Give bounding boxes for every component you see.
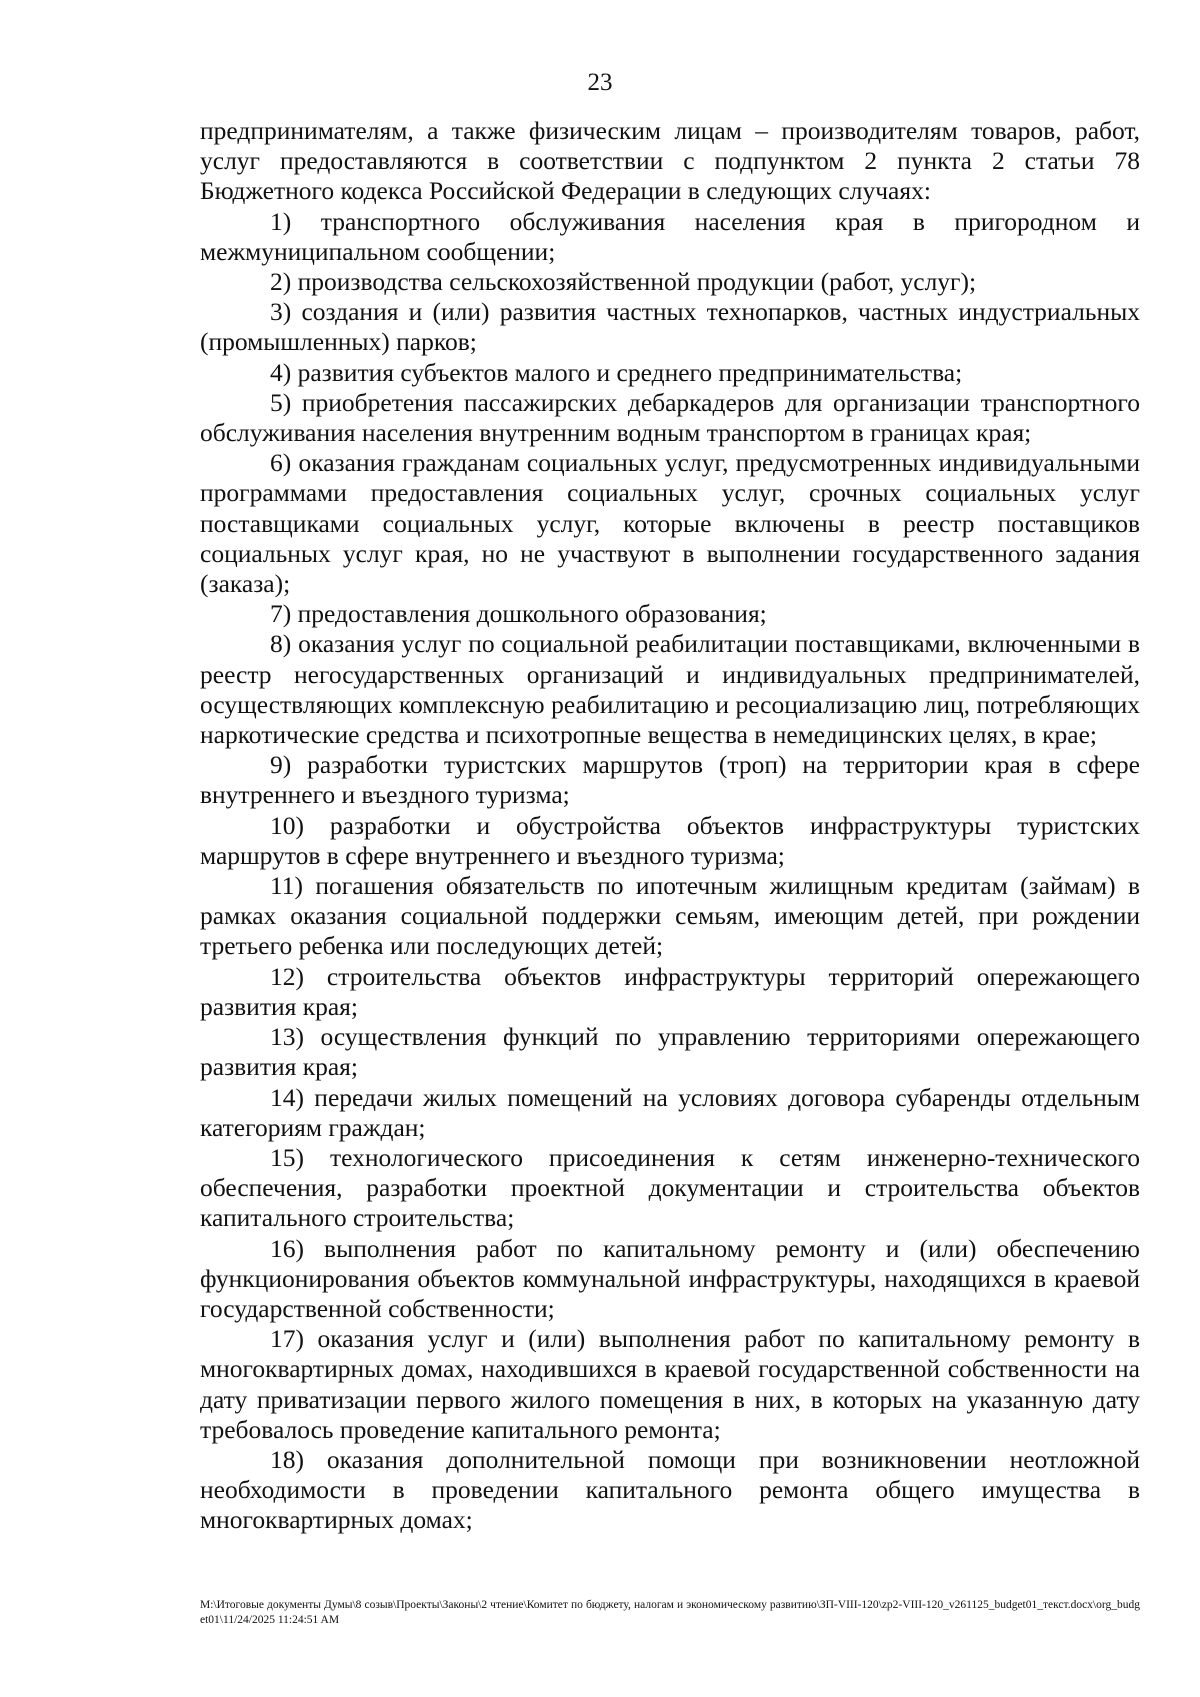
list-item-11: 11) погашения обязательств по ипотечным жилищным кредитам (займам) в рамках оказания социальной поддержки семьям, имеющим детей, при рождении третьего ребенка или последующих детей; <box>200 871 1140 961</box>
paragraph-continuation: предпринимателям, а также физическим лицам – производителям товаров, работ, услуг предоставляются в соответствии с подпунктом 2 пункта 2 статьи 78 Бюджетного кодекса Российской Федерации в следующих случаях: <box>200 116 1140 206</box>
list-item-16: 16) выполнения работ по капитальному ремонту и (или) обеспечению функционирования объектов коммунальной инфраструктуры, находящихся в краевой государственной собственности; <box>200 1233 1140 1323</box>
list-item-15: 15) технологического присоединения к сетям инженерно-технического обеспечения, разработки проектной документации и строительства объектов капитального строительства; <box>200 1142 1140 1233</box>
list-item-14: 14) передачи жилых помещений на условиях договора субаренды отдельным категориям граждан; <box>200 1082 1140 1142</box>
list-item-12: 12) строительства объектов инфраструктуры территорий опережающего развития края; <box>200 961 1140 1021</box>
list-item-7: 7) предоставления дошкольного образования; <box>270 599 767 629</box>
footer-file-path: М:\Итоговые документы Думы\8 созыв\Проекты\Законы\2 чтение\Комитет по бюджету, налогам и экономическому развитию\ЗП-VIII-120\zp2-VIII-120_v261125_budget01_текст.docx\org_budget01\11/24/2025 11:24:51 AM <box>200 1599 1140 1626</box>
list-item-4: 4) развития субъектов малого и среднего предпринимательства; <box>270 357 963 387</box>
list-item-18: 18) оказания дополнительной помощи при возникновении неотложной необходимости в проведении капитального ремонта общего имущества в многоквартирных домах; <box>200 1444 1140 1535</box>
list-item-13: 13) осуществления функций по управлению территориями опережающего развития края; <box>200 1022 1140 1082</box>
list-item-1: 1) транспортного обслуживания населения края в пригородном и межмуниципальном сообщении; <box>200 206 1140 266</box>
list-item-6: 6) оказания гражданам социальных услуг, предусмотренных индивидуальными программами предоставления социальных услуг, срочных социальных услуг поставщиками социальных услуг, которые включены в реестр поставщиков социальных услуг края, но не участвуют в выполнении государственного задания (заказа); <box>200 448 1140 599</box>
list-item-5: 5) приобретения пассажирских дебаркадеров для организации транспортного обслуживания населения внутренним водным транспортом в границах края; <box>200 387 1140 448</box>
list-item-10: 10) разработки и обустройства объектов инфраструктуры туристских маршрутов в сфере внутреннего и въездного туризма; <box>200 810 1140 870</box>
page-number: 23 <box>587 69 613 96</box>
list-item-8: 8) оказания услуг по социальной реабилитации поставщиками, включенными в реестр негосударственных организаций и индивидуальных предпринимателей, осуществляющих комплексную реабилитацию и ресоциализацию лиц, потребляющих наркотические средства и психотропные вещества в немедицинских целях, в крае; <box>200 629 1140 750</box>
list-item-9: 9) разработки туристских маршрутов (троп) на территории края в сфере внутреннего и въездного туризма; <box>200 750 1140 810</box>
document-body <box>200 116 1140 1536</box>
list-item-17: 17) оказания услуг и (или) выполнения работ по капитальному ремонту в многоквартирных домах, находившихся в краевой государственной собственности на дату приватизации первого жилого помещения в них, в которых на указанную дату требовалось проведение капитального ремонта; <box>200 1324 1140 1444</box>
list-item-2: 2) производства сельскохозяйственной продукции (работ, услуг); <box>270 267 977 297</box>
list-item-3: 3) создания и (или) развития частных технопарков, частных индустриальных (промышленных) парков; <box>200 297 1140 357</box>
